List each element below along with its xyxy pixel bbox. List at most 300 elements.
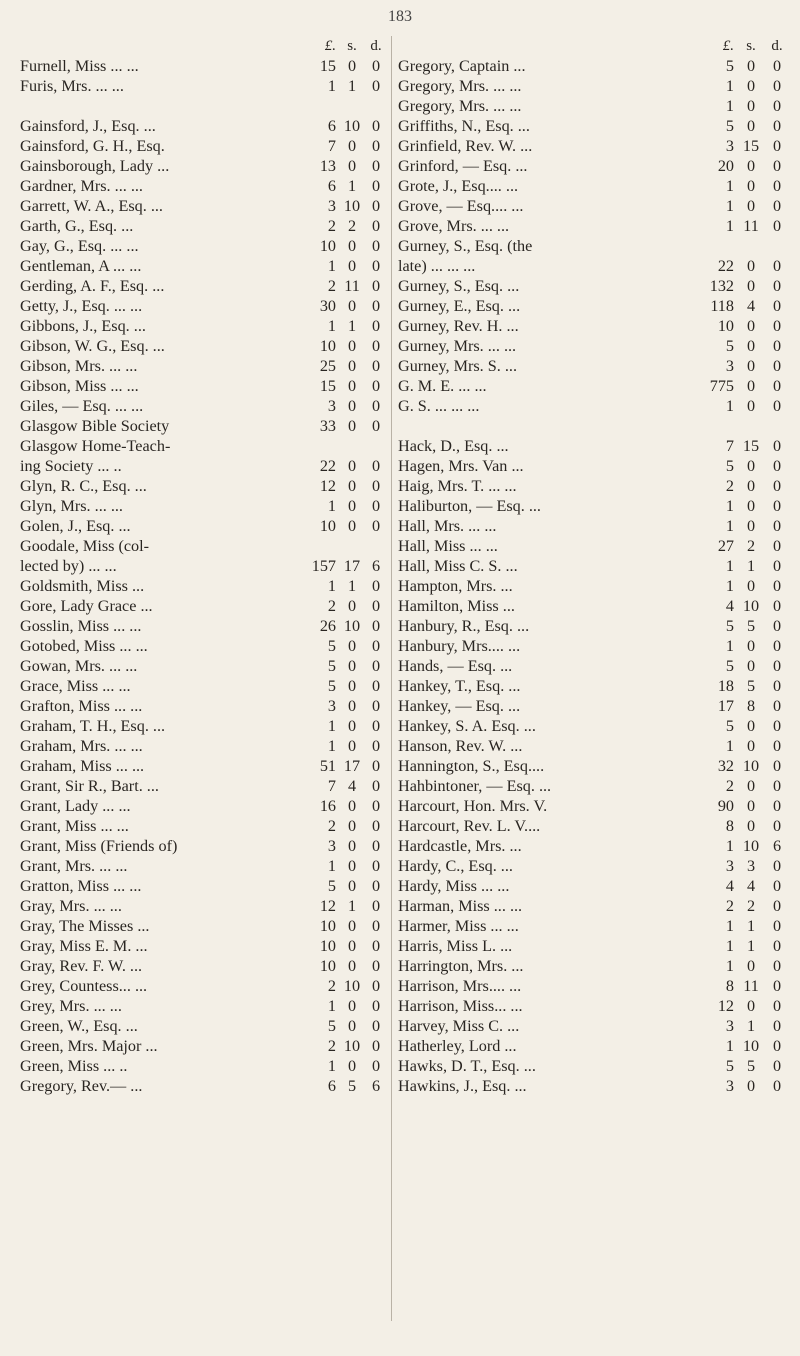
pounds-amount: 51 [319, 757, 336, 775]
pence-amount: 0 [772, 977, 782, 995]
shillings-amount: 10 [343, 197, 361, 215]
shillings-amount: 5 [746, 677, 756, 695]
pounds-amount: 2 [327, 977, 336, 995]
subscriber-name: Hall, Mrs. ... ... [398, 517, 497, 535]
subscriber-name: Grinfield, Rev. W. ... [398, 137, 533, 155]
shillings-amount: 10 [343, 617, 361, 635]
pounds-amount: 1 [725, 217, 734, 235]
subscriber-name: Getty, J., Esq. ... ... [20, 297, 143, 315]
list-item [20, 776, 388, 796]
pence-amount: 0 [371, 657, 381, 675]
shillings-amount: 0 [347, 497, 357, 515]
pence-amount: 0 [772, 917, 782, 935]
subscriber-name: Green, W., Esq. ... [20, 1017, 138, 1035]
subscriber-name: Gainsford, J., Esq. ... [20, 117, 156, 135]
list-item [398, 956, 790, 976]
shillings-amount: 0 [746, 77, 756, 95]
list-item [20, 816, 388, 836]
subscriber-name: Hankey, S. A. Esq. ... [398, 717, 536, 735]
list-item [398, 556, 790, 576]
list-item [398, 376, 790, 396]
subscriber-name: Gray, Miss E. M. ... [20, 937, 148, 955]
pence-amount: 0 [371, 597, 381, 615]
shillings-amount: 0 [746, 357, 756, 375]
pence-amount: 0 [371, 897, 381, 915]
shillings-amount: 5 [746, 1057, 756, 1075]
subscriber-name: Gregory, Mrs. ... ... [398, 97, 522, 115]
shillings-amount: 0 [746, 577, 756, 595]
pounds-amount: 3 [327, 197, 336, 215]
pounds-amount: 3 [725, 857, 734, 875]
subscriber-name: Grote, J., Esq.... ... [398, 177, 519, 195]
shillings-amount: 1 [347, 317, 357, 335]
list-item [20, 896, 388, 916]
pounds-amount: 1 [327, 1057, 336, 1075]
shillings-amount: 1 [746, 937, 756, 955]
subscriber-name: Hawks, D. T., Esq. ... [398, 1057, 536, 1075]
subscriber-name: Gurney, S., Esq. ... [398, 277, 520, 295]
pounds-amount: 775 [709, 377, 734, 395]
list-item [398, 116, 790, 136]
list-item [398, 816, 790, 836]
subscriber-name: Harmer, Miss ... ... [398, 917, 519, 935]
list-item [20, 476, 388, 496]
shillings-amount: 15 [742, 437, 760, 455]
right-column [398, 36, 790, 1096]
list-item [20, 296, 388, 316]
subscriber-name: Giles, — Esq. ... ... [20, 397, 144, 415]
shillings-amount: 5 [746, 617, 756, 635]
list-item [20, 936, 388, 956]
pounds-amount: 1 [725, 637, 734, 655]
shillings-amount: 11 [344, 277, 360, 295]
pounds-amount: 1 [725, 517, 734, 535]
subscriber-name: Green, Miss ... .. [20, 1057, 128, 1075]
list-item [20, 536, 388, 556]
pence-amount: 0 [772, 337, 782, 355]
pounds-amount: 1 [725, 397, 734, 415]
pounds-amount: 6 [327, 177, 336, 195]
subscriber-name: Glasgow Home-Teach- [20, 437, 171, 455]
list-item [398, 976, 790, 996]
list-item [20, 276, 388, 296]
shillings-amount: 0 [746, 197, 756, 215]
pounds-amount: 1 [725, 557, 734, 575]
pounds-amount: 10 [717, 317, 734, 335]
shillings-amount: 0 [746, 117, 756, 135]
list-item [398, 496, 790, 516]
subscriber-name: Haig, Mrs. T. ... ... [398, 477, 517, 495]
pounds-amount: 1 [327, 257, 336, 275]
subscriber-name: Harrington, Mrs. ... [398, 957, 524, 975]
pounds-amount: 8 [725, 977, 734, 995]
pounds-amount: 5 [725, 117, 734, 135]
list-item [20, 616, 388, 636]
shillings-amount: 0 [746, 277, 756, 295]
subscriber-name: Hawkins, J., Esq. ... [398, 1077, 527, 1095]
blank-line [398, 416, 790, 436]
pence-amount: 6 [371, 557, 381, 575]
pounds-amount: 1 [725, 497, 734, 515]
pence-amount: 0 [772, 457, 782, 475]
pounds-amount: 17 [717, 697, 734, 715]
left-column [20, 36, 388, 1096]
list-item [20, 756, 388, 776]
subscriber-name: Gibson, Mrs. ... ... [20, 357, 138, 375]
pence-amount: 0 [371, 977, 381, 995]
shillings-amount: 0 [347, 237, 357, 255]
list-item [20, 396, 388, 416]
right-entry-list [398, 56, 790, 1096]
subscriber-name: Hankey, — Esq. ... [398, 697, 521, 715]
pence-amount: 0 [772, 517, 782, 535]
pounds-amount: 1 [725, 737, 734, 755]
pounds-amount: 12 [319, 477, 336, 495]
subscriber-name: Grove, — Esq.... ... [398, 197, 524, 215]
shillings-amount: 0 [746, 517, 756, 535]
shillings-amount: 0 [746, 497, 756, 515]
subscriber-name: Grinford, — Esq. ... [398, 157, 528, 175]
pence-amount: 0 [772, 937, 782, 955]
list-item [398, 656, 790, 676]
shillings-amount: 1 [347, 897, 357, 915]
shillings-amount: 10 [742, 1037, 760, 1055]
pence-amount: 0 [772, 957, 782, 975]
subscriber-name: Hall, Miss ... ... [398, 537, 498, 555]
pounds-amount: 7 [327, 777, 336, 795]
shillings-amount: 0 [746, 477, 756, 495]
list-item [398, 776, 790, 796]
shillings-amount: 0 [347, 737, 357, 755]
pounds-amount: 3 [327, 397, 336, 415]
shillings-amount: 0 [746, 817, 756, 835]
pence-amount: 0 [371, 777, 381, 795]
shillings-amount: 0 [746, 997, 756, 1015]
shillings-amount: 4 [347, 777, 357, 795]
subscriber-name: Gore, Lady Grace ... [20, 597, 153, 615]
pounds-amount: 12 [319, 897, 336, 915]
list-item [20, 696, 388, 716]
subscriber-name: Gowan, Mrs. ... ... [20, 657, 138, 675]
pence-amount: 0 [371, 717, 381, 735]
shillings-amount: 11 [743, 977, 759, 995]
pence-amount: 0 [772, 377, 782, 395]
pounds-amount: 5 [725, 57, 734, 75]
pounds-amount: 2 [725, 897, 734, 915]
pence-amount: 0 [772, 1077, 782, 1095]
right-currency-header [398, 36, 790, 56]
subscriber-name: late) ... ... ... [398, 257, 476, 275]
pence-amount: 6 [371, 1077, 381, 1095]
subscriber-name: Gibson, W. G., Esq. ... [20, 337, 165, 355]
pence-amount: 0 [371, 757, 381, 775]
pence-amount: 0 [772, 177, 782, 195]
shillings-amount: 1 [347, 577, 357, 595]
pounds-amount: 10 [319, 957, 336, 975]
subscriber-name: Grey, Countess... ... [20, 977, 148, 995]
pounds-amount: 1 [725, 177, 734, 195]
pence-amount: 0 [772, 257, 782, 275]
pence-amount: 0 [371, 277, 381, 295]
subscriber-name: Hankey, T., Esq. ... [398, 677, 521, 695]
subscriber-name: Harman, Miss ... ... [398, 897, 523, 915]
pence-amount: 0 [371, 837, 381, 855]
pounds-amount: 10 [319, 337, 336, 355]
list-item [20, 636, 388, 656]
list-item [20, 496, 388, 516]
subscriber-name: Grafton, Miss ... ... [20, 697, 143, 715]
pounds-amount: 5 [327, 657, 336, 675]
pence-amount: 0 [772, 297, 782, 315]
subscriber-name: Hamilton, Miss ... [398, 597, 515, 615]
pence-amount: 0 [371, 997, 381, 1015]
list-item [398, 516, 790, 536]
pounds-amount: 5 [725, 337, 734, 355]
subscriber-name: Gainsborough, Lady ... [20, 157, 170, 175]
subscriber-name: Hahbintoner, — Esq. ... [398, 777, 552, 795]
subscriber-name: lected by) ... ... [20, 557, 117, 575]
subscriber-name: Gurney, Rev. H. ... [398, 317, 519, 335]
list-item [20, 716, 388, 736]
subscriber-name: Gotobed, Miss ... ... [20, 637, 148, 655]
subscriber-name: Grace, Miss ... ... [20, 677, 131, 695]
subscriber-name: Harrison, Miss... ... [398, 997, 523, 1015]
list-item [398, 156, 790, 176]
subscriber-name: Grove, Mrs. ... ... [398, 217, 510, 235]
pounds-amount: 13 [319, 157, 336, 175]
shillings-amount: 3 [746, 857, 756, 875]
shillings-amount: 8 [746, 697, 756, 715]
pence-amount: 0 [772, 897, 782, 915]
pounds-amount: 27 [717, 537, 734, 555]
subscriber-name: Harris, Miss L. ... [398, 937, 513, 955]
list-item [398, 56, 790, 76]
pence-amount: 0 [772, 597, 782, 615]
subscriber-name: Furnell, Miss ... ... [20, 57, 139, 75]
pounds-amount: 157 [311, 557, 336, 575]
pounds-amount: 33 [319, 417, 336, 435]
pounds-amount: 1 [327, 737, 336, 755]
pence-amount: 0 [772, 357, 782, 375]
pence-amount: 0 [371, 1057, 381, 1075]
list-item [398, 616, 790, 636]
list-item [20, 416, 388, 436]
list-item [20, 736, 388, 756]
shillings-amount: 10 [343, 117, 361, 135]
subscriber-name: Golen, J., Esq. ... [20, 517, 131, 535]
pounds-amount: 10 [319, 937, 336, 955]
pounds-amount: 7 [725, 437, 734, 455]
pounds-amount: 12 [717, 997, 734, 1015]
pounds-amount: 1 [725, 957, 734, 975]
shillings-amount: 0 [347, 677, 357, 695]
list-item [398, 736, 790, 756]
subscriber-name: Hands, — Esq. ... [398, 657, 513, 675]
list-item [20, 136, 388, 156]
page-number: 183 [388, 8, 412, 25]
pounds-amount: 1 [327, 77, 336, 95]
subscriber-name: Grant, Miss (Friends of) [20, 837, 178, 855]
list-item [398, 196, 790, 216]
subscriber-name: Gray, Rev. F. W. ... [20, 957, 143, 975]
shillings-amount: 0 [746, 957, 756, 975]
shillings-amount: 0 [347, 457, 357, 475]
list-item [20, 76, 388, 96]
pounds-amount: 1 [725, 1037, 734, 1055]
pounds-amount: 1 [725, 197, 734, 215]
list-item [398, 996, 790, 1016]
list-item [398, 796, 790, 816]
pence-amount: 0 [772, 217, 782, 235]
list-item [398, 336, 790, 356]
pence-amount: 0 [772, 97, 782, 115]
pence-amount: 0 [371, 297, 381, 315]
shillings-amount: 10 [742, 597, 760, 615]
list-item [398, 1016, 790, 1036]
pounds-amount: 22 [319, 457, 336, 475]
pounds-amount: 6 [327, 1077, 336, 1095]
pence-amount: 0 [772, 577, 782, 595]
list-item [20, 316, 388, 336]
pence-amount: 0 [772, 277, 782, 295]
subscriber-name: Grant, Miss ... ... [20, 817, 129, 835]
pence-amount: 0 [371, 1017, 381, 1035]
pounds-amount: 1 [725, 837, 734, 855]
list-item [398, 256, 790, 276]
pounds-amount: 18 [717, 677, 734, 695]
list-item [20, 216, 388, 236]
list-item [398, 576, 790, 596]
pounds-amount: 10 [319, 237, 336, 255]
pence-amount: 0 [371, 617, 381, 635]
pence-amount: 0 [371, 497, 381, 515]
pounds-amount: 3 [725, 1017, 734, 1035]
shillings-amount: 4 [746, 877, 756, 895]
pounds-amount: 6 [327, 117, 336, 135]
subscriber-name: Griffiths, N., Esq. ... [398, 117, 530, 135]
pence-amount: 0 [371, 957, 381, 975]
pounds-amount: 1 [327, 717, 336, 735]
pounds-amount: 1 [725, 577, 734, 595]
list-item [20, 556, 388, 576]
list-item [398, 356, 790, 376]
list-item [20, 796, 388, 816]
shillings-amount: 0 [347, 717, 357, 735]
shillings-amount: 0 [347, 337, 357, 355]
list-item [20, 56, 388, 76]
pounds-amount: 15 [319, 377, 336, 395]
pounds-amount: 3 [725, 357, 734, 375]
list-item [398, 216, 790, 236]
pence-amount: 0 [371, 937, 381, 955]
pence-amount: 0 [772, 477, 782, 495]
list-item [20, 436, 388, 456]
shillings-amount: 0 [347, 397, 357, 415]
shillings-amount: 17 [343, 757, 361, 775]
subscriber-name: Hall, Miss C. S. ... [398, 557, 518, 575]
pounds-amount: 5 [725, 617, 734, 635]
subscriber-name: Hardcastle, Mrs. ... [398, 837, 522, 855]
subscriber-name: Hampton, Mrs. ... [398, 577, 513, 595]
shillings-amount: 0 [347, 357, 357, 375]
subscriber-name: Grant, Mrs. ... ... [20, 857, 128, 875]
pence-amount: 0 [772, 117, 782, 135]
shillings-amount: 1 [347, 177, 357, 195]
list-item [20, 516, 388, 536]
shillings-amount: 0 [746, 177, 756, 195]
list-item [20, 596, 388, 616]
shillings-amount: 1 [347, 77, 357, 95]
pence-amount: 0 [371, 117, 381, 135]
shillings-amount: 0 [746, 257, 756, 275]
shillings-amount: 0 [347, 137, 357, 155]
pounds-amount: 1 [327, 497, 336, 515]
list-item [20, 836, 388, 856]
subscriber-name: Garth, G., Esq. ... [20, 217, 134, 235]
subscriber-name: Gregory, Captain ... [398, 57, 526, 75]
shillings-amount: 0 [746, 777, 756, 795]
left-currency-header [20, 36, 388, 56]
shillings-amount: 15 [742, 137, 760, 155]
pence-amount: 0 [772, 137, 782, 155]
shillings-amount: 0 [746, 397, 756, 415]
pence-amount: 0 [772, 657, 782, 675]
shillings-amount: 0 [347, 937, 357, 955]
list-item [398, 176, 790, 196]
subscriber-name: Garrett, W. A., Esq. ... [20, 197, 163, 215]
pence-amount: 0 [371, 397, 381, 415]
subscriber-name: Hack, D., Esq. ... [398, 437, 509, 455]
list-item [20, 376, 388, 396]
pounds-amount: 2 [327, 277, 336, 295]
pounds-amount: 118 [710, 297, 734, 315]
list-item [398, 756, 790, 776]
shillings-amount: 0 [347, 257, 357, 275]
pounds-amount: 20 [717, 157, 734, 175]
subscriber-name: Harrison, Mrs.... ... [398, 977, 522, 995]
shillings-amount: 0 [746, 157, 756, 175]
pence-amount: 0 [772, 617, 782, 635]
shillings-amount: 0 [746, 637, 756, 655]
list-item [398, 456, 790, 476]
pence-amount: 0 [772, 437, 782, 455]
pence-amount: 0 [772, 157, 782, 175]
list-item [398, 936, 790, 956]
pence-amount: 0 [772, 197, 782, 215]
list-item [398, 296, 790, 316]
shillings-amount: 0 [746, 97, 756, 115]
subscriber-name: Gregory, Mrs. ... ... [398, 77, 522, 95]
subscriber-name: Furis, Mrs. ... ... [20, 77, 124, 95]
pounds-amount: 5 [725, 657, 734, 675]
subscriber-name: Grant, Sir R., Bart. ... [20, 777, 159, 795]
list-item [398, 1076, 790, 1096]
list-item [20, 456, 388, 476]
pounds-amount: 1 [327, 577, 336, 595]
pounds-amount: 3 [327, 837, 336, 855]
pence-amount: 0 [772, 697, 782, 715]
list-item [20, 676, 388, 696]
list-item [20, 916, 388, 936]
shillings-amount: 10 [742, 757, 760, 775]
pence-amount: 0 [772, 1017, 782, 1035]
pounds-amount: 10 [319, 917, 336, 935]
shillings-amount: 0 [347, 597, 357, 615]
list-item [20, 976, 388, 996]
pounds-amount: 2 [725, 777, 734, 795]
subscriber-name: Gurney, S., Esq. (the [398, 237, 533, 255]
pounds-amount: 5 [725, 717, 734, 735]
